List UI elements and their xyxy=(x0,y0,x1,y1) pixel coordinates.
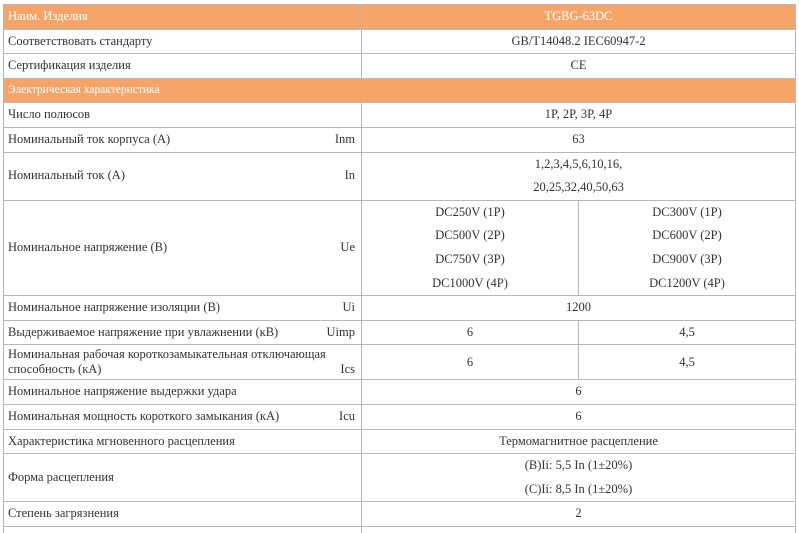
impulse-voltage-value: 6 xyxy=(362,380,796,405)
table-row xyxy=(4,454,796,502)
table-row xyxy=(4,152,796,200)
insulation-voltage-value: 1200 xyxy=(362,296,796,321)
humidity-voltage-symbol: Uimp xyxy=(326,324,355,339)
section-title: Электрическая характеристика xyxy=(4,78,796,103)
certification-label: Сертификация изделия xyxy=(4,54,362,79)
table-row xyxy=(4,404,796,429)
service-breaking-symbol: Ics xyxy=(340,362,355,377)
service-breaking-right: 4,5 xyxy=(579,345,796,380)
instant-trip-label: Характеристика мгновенного расцепления xyxy=(4,429,362,454)
poles-label: Число полюсов xyxy=(4,103,362,128)
table-row xyxy=(4,127,796,152)
humidity-voltage-right: 4,5 xyxy=(579,320,796,345)
short-circuit-label: Номинальная мощность короткого замыкания (кА) xyxy=(8,408,280,423)
table-row xyxy=(4,103,796,128)
frame-current-value: 63 xyxy=(362,127,796,152)
frame-current-symbol: Inm xyxy=(334,131,355,146)
product-name-label: Наим. Изделия xyxy=(4,5,362,30)
product-model: TGBG-63DC xyxy=(362,5,796,30)
trip-form-value: (B)Ii: 5,5 In (1±20%) (C)Ii: 8,5 In (1±20%) xyxy=(362,454,796,502)
table-row-cut-off xyxy=(4,526,796,533)
service-breaking-left: 6 xyxy=(362,345,579,380)
table-row xyxy=(4,29,796,54)
poles-value: 1P, 2P, 3P, 4P xyxy=(362,103,796,128)
rated-current-symbol: In xyxy=(344,168,355,183)
section-header-row xyxy=(4,78,796,103)
trip-form-label: Форма расцепления xyxy=(4,454,362,502)
short-circuit-symbol: Icu xyxy=(339,408,355,423)
rated-voltage-symbol: Ue xyxy=(340,240,355,255)
spec-table xyxy=(3,4,796,533)
pollution-value: 2 xyxy=(362,502,796,527)
rated-voltage-left: DC250V (1P) DC500V (2P) DC750V (3P) DC1000V (4P) xyxy=(362,200,579,295)
humidity-voltage-left: 6 xyxy=(362,320,579,345)
table-row xyxy=(4,200,796,295)
table-row xyxy=(4,54,796,79)
rated-current-value: 1,2,3,4,5,6,10,16, 20,25,32,40,50,63 xyxy=(362,152,796,200)
standard-value: GB/T14048.2 IEC60947-2 xyxy=(362,29,796,54)
table-row xyxy=(4,345,796,380)
humidity-voltage-label: Выдерживаемое напряжение при увлажнении (кВ) xyxy=(8,324,279,339)
table-row xyxy=(4,380,796,405)
certification-value: CE xyxy=(362,54,796,79)
rated-voltage-label: Номинальное напряжение (В) xyxy=(8,240,168,255)
insulation-voltage-symbol: Ui xyxy=(342,300,355,315)
short-circuit-value: 6 xyxy=(362,404,796,429)
rated-voltage-right: DC300V (1P) DC600V (2P) DC900V (3P) DC1200V (4P) xyxy=(579,200,796,295)
insulation-voltage-label: Номинальное напряжение изоляции (В) xyxy=(8,300,221,315)
table-row xyxy=(4,320,796,345)
instant-trip-value: Термомагнитное расцепление xyxy=(362,429,796,454)
header-row xyxy=(4,5,796,30)
impulse-voltage-label: Номинальное напряжение выдержки удара xyxy=(4,380,362,405)
table-row xyxy=(4,502,796,527)
frame-current-label: Номинальный ток корпуса (А) xyxy=(8,131,171,146)
table-row xyxy=(4,429,796,454)
standard-label: Соответствовать стандарту xyxy=(4,29,362,54)
table-row xyxy=(4,296,796,321)
pollution-label: Степень загрязнения xyxy=(4,502,362,527)
service-breaking-label: Номинальная рабочая короткозамыкательная отключающая способность (кА) xyxy=(8,347,326,377)
rated-current-label: Номинальный ток (А) xyxy=(8,168,125,183)
